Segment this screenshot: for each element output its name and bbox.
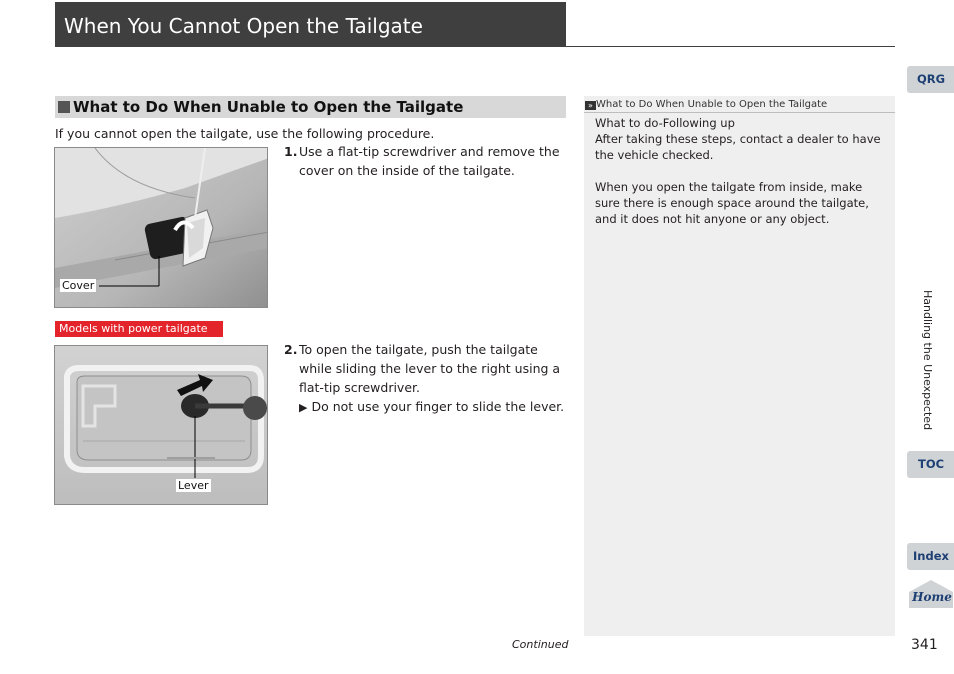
- index-tab[interactable]: Index: [907, 543, 954, 570]
- page-title-bar: [55, 2, 566, 46]
- side-note-content: [595, 115, 887, 227]
- toc-tab[interactable]: TOC: [907, 451, 954, 478]
- side-note-header-text: What to Do When Unable to Open the Tailgate: [596, 99, 828, 110]
- step-2: [284, 340, 569, 417]
- double-chevron-icon: »: [585, 101, 596, 110]
- step-2-number: 2.: [284, 342, 298, 357]
- step-2-note: [284, 397, 569, 417]
- step-1-number: 1.: [284, 144, 298, 159]
- intro-text: If you cannot open the tailgate, use the following procedure.: [55, 126, 435, 141]
- step-1: [284, 142, 569, 180]
- side-note-paragraph-1: After taking these steps, contact a dealer to have the vehicle checked.: [595, 132, 881, 162]
- title-divider: [55, 46, 895, 47]
- step-2-note-text: Do not use your finger to slide the lever.: [311, 399, 565, 414]
- continued-label: Continued: [512, 638, 569, 651]
- step-1-text: Use a flat-tip screwdriver and remove the cover on the inside of the tailgate.: [299, 144, 560, 178]
- tailgate-lever-photo: [54, 345, 268, 505]
- chapter-label: Handling the Unexpected: [921, 290, 934, 431]
- home-button[interactable]: [907, 578, 954, 610]
- side-note-title: What to do-Following up: [595, 116, 735, 130]
- home-icon: [907, 578, 954, 610]
- triangle-right-icon: ▶: [299, 401, 308, 414]
- cover-callout: Cover: [62, 279, 95, 292]
- side-note-paragraph-2: When you open the tailgate from inside, make sure there is enough space around the tailgate, and it does not hit anyone or any object.: [595, 180, 869, 226]
- qrg-tab[interactable]: QRG: [907, 66, 954, 93]
- page-number: 341: [911, 637, 938, 653]
- tailgate-cover-photo: [54, 147, 268, 308]
- side-note-panel: [584, 96, 895, 636]
- section-title: What to Do When Unable to Open the Tailgate: [73, 98, 464, 116]
- step-2-text: To open the tailgate, push the tailgate while sliding the lever to the right using a flat-tip screwdriver.: [299, 342, 561, 395]
- models-tag: Models with power tailgate: [55, 321, 223, 337]
- lever-callout: Lever: [178, 479, 209, 492]
- page-title: When You Cannot Open the Tailgate: [64, 14, 423, 38]
- home-label: Home: [912, 590, 952, 604]
- section-header: [55, 96, 566, 118]
- side-note-header[interactable]: [584, 96, 895, 113]
- square-bullet-icon: [58, 101, 70, 113]
